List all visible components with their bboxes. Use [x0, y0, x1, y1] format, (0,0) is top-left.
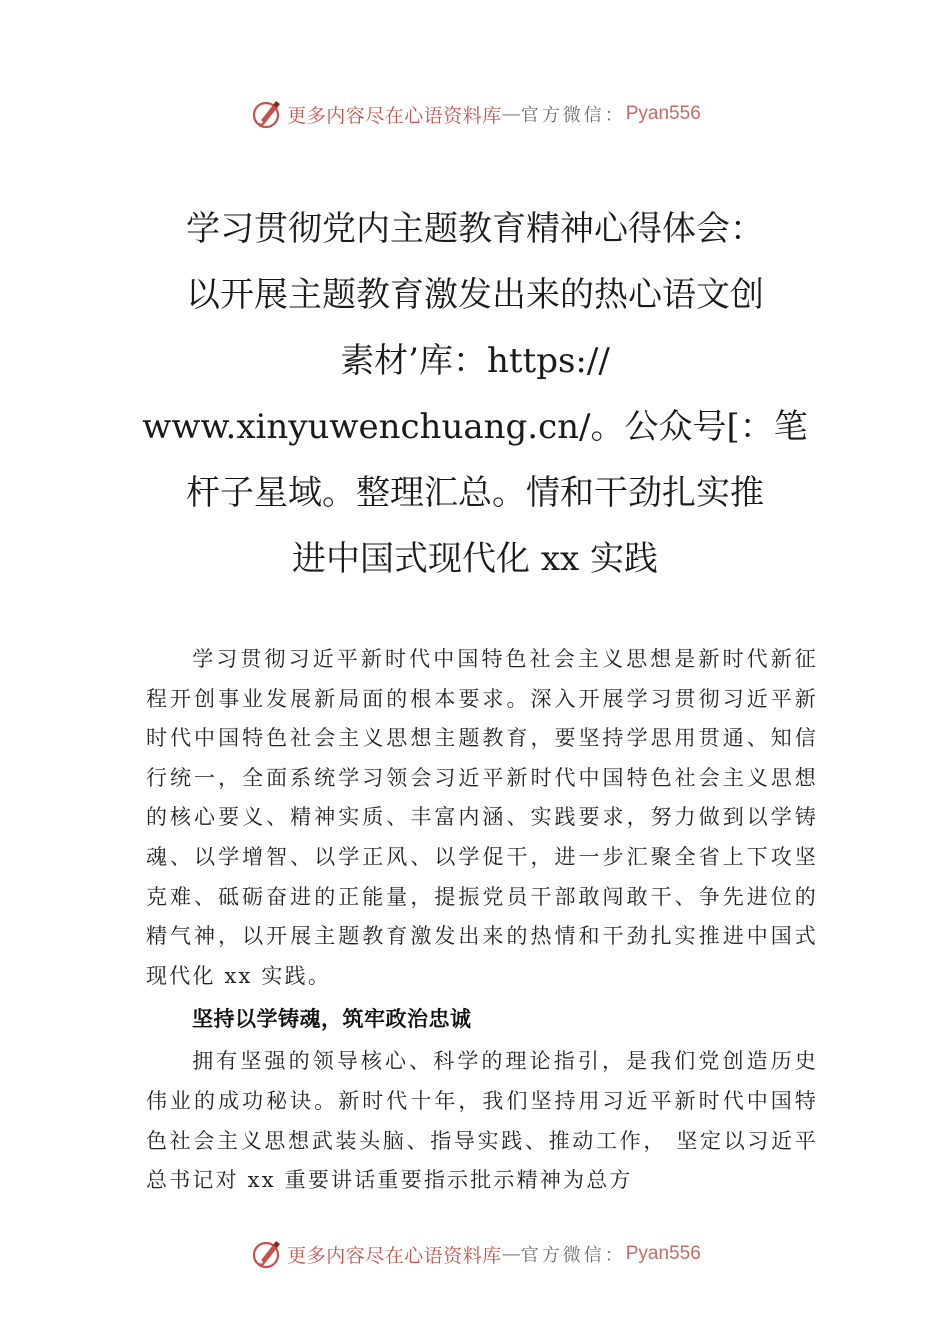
body-paragraph: 学习贯彻习近平新时代中国特色社会主义思想是新时代新征程开创事业发展新局面的根本要求。深入开展学习贯彻习近平新时代中国特色社会主义思想主题教育，要坚持学思用贯通、知信行统一，全面系统学习领会习近平新时代中国特色社会主义思想的核心要义、精神实质、丰富内涵、实践要求，努力做到以学铸魂、以学增智、以学正风、以学促干，进一步汇聚全省上下攻坚克难、砥砺奋进的正能量，提振党员干部敢闯敢干、争先进位的精气神，以开展主题教育激发出来的热情和干劲扎实推进中国式现代化 xx 实践。: [146, 647, 818, 988]
pen-logo-icon: [249, 1237, 283, 1271]
banner-text: 更多内容尽在心语资料库: [287, 104, 502, 127]
title-line: 学习贯彻党内主题教育精神心得体会：: [186, 209, 764, 249]
section-heading: 坚持以学铸魂，筑牢政治忠诚: [192, 1007, 472, 1032]
title-line: 以开展主题教育激发出来的热心语文创: [186, 275, 764, 315]
banner-separator: —: [501, 103, 521, 125]
document-body: [146, 640, 818, 1201]
banner-wechat-id: Pyan556: [625, 1243, 701, 1264]
banner-separator: —: [501, 1243, 521, 1265]
banner-wechat-label: 官方微信：: [520, 105, 626, 126]
pen-logo-icon: [249, 97, 283, 131]
footer-watermark-banner: [0, 1234, 950, 1274]
banner-wechat-label: 官方微信：: [520, 1245, 626, 1266]
title-line: 素材’库：https://: [340, 341, 610, 381]
body-paragraph: 拥有坚强的领导核心、科学的理论指引，是我们党创造历史伟业的成功秘诀。新时代十年，我们坚持用习近平新时代中国特色社会主义思想武装头脑、指导实践、推动工作， 坚定以习近平总书记对 xx 重要讲话重要指示批示精神为总方: [146, 1049, 818, 1193]
title-line: 杆子星域。整理汇总。情和干劲扎实推: [186, 473, 764, 513]
title-line: 进中国式现代化 xx 实践: [292, 539, 658, 579]
document-title: [100, 196, 850, 592]
title-line: www.xinyuwenchuang.cn/。公众号[：笔: [142, 407, 808, 447]
header-watermark-banner: [0, 94, 950, 134]
banner-text: 更多内容尽在心语资料库: [287, 1244, 502, 1267]
banner-wechat-id: Pyan556: [625, 103, 701, 124]
